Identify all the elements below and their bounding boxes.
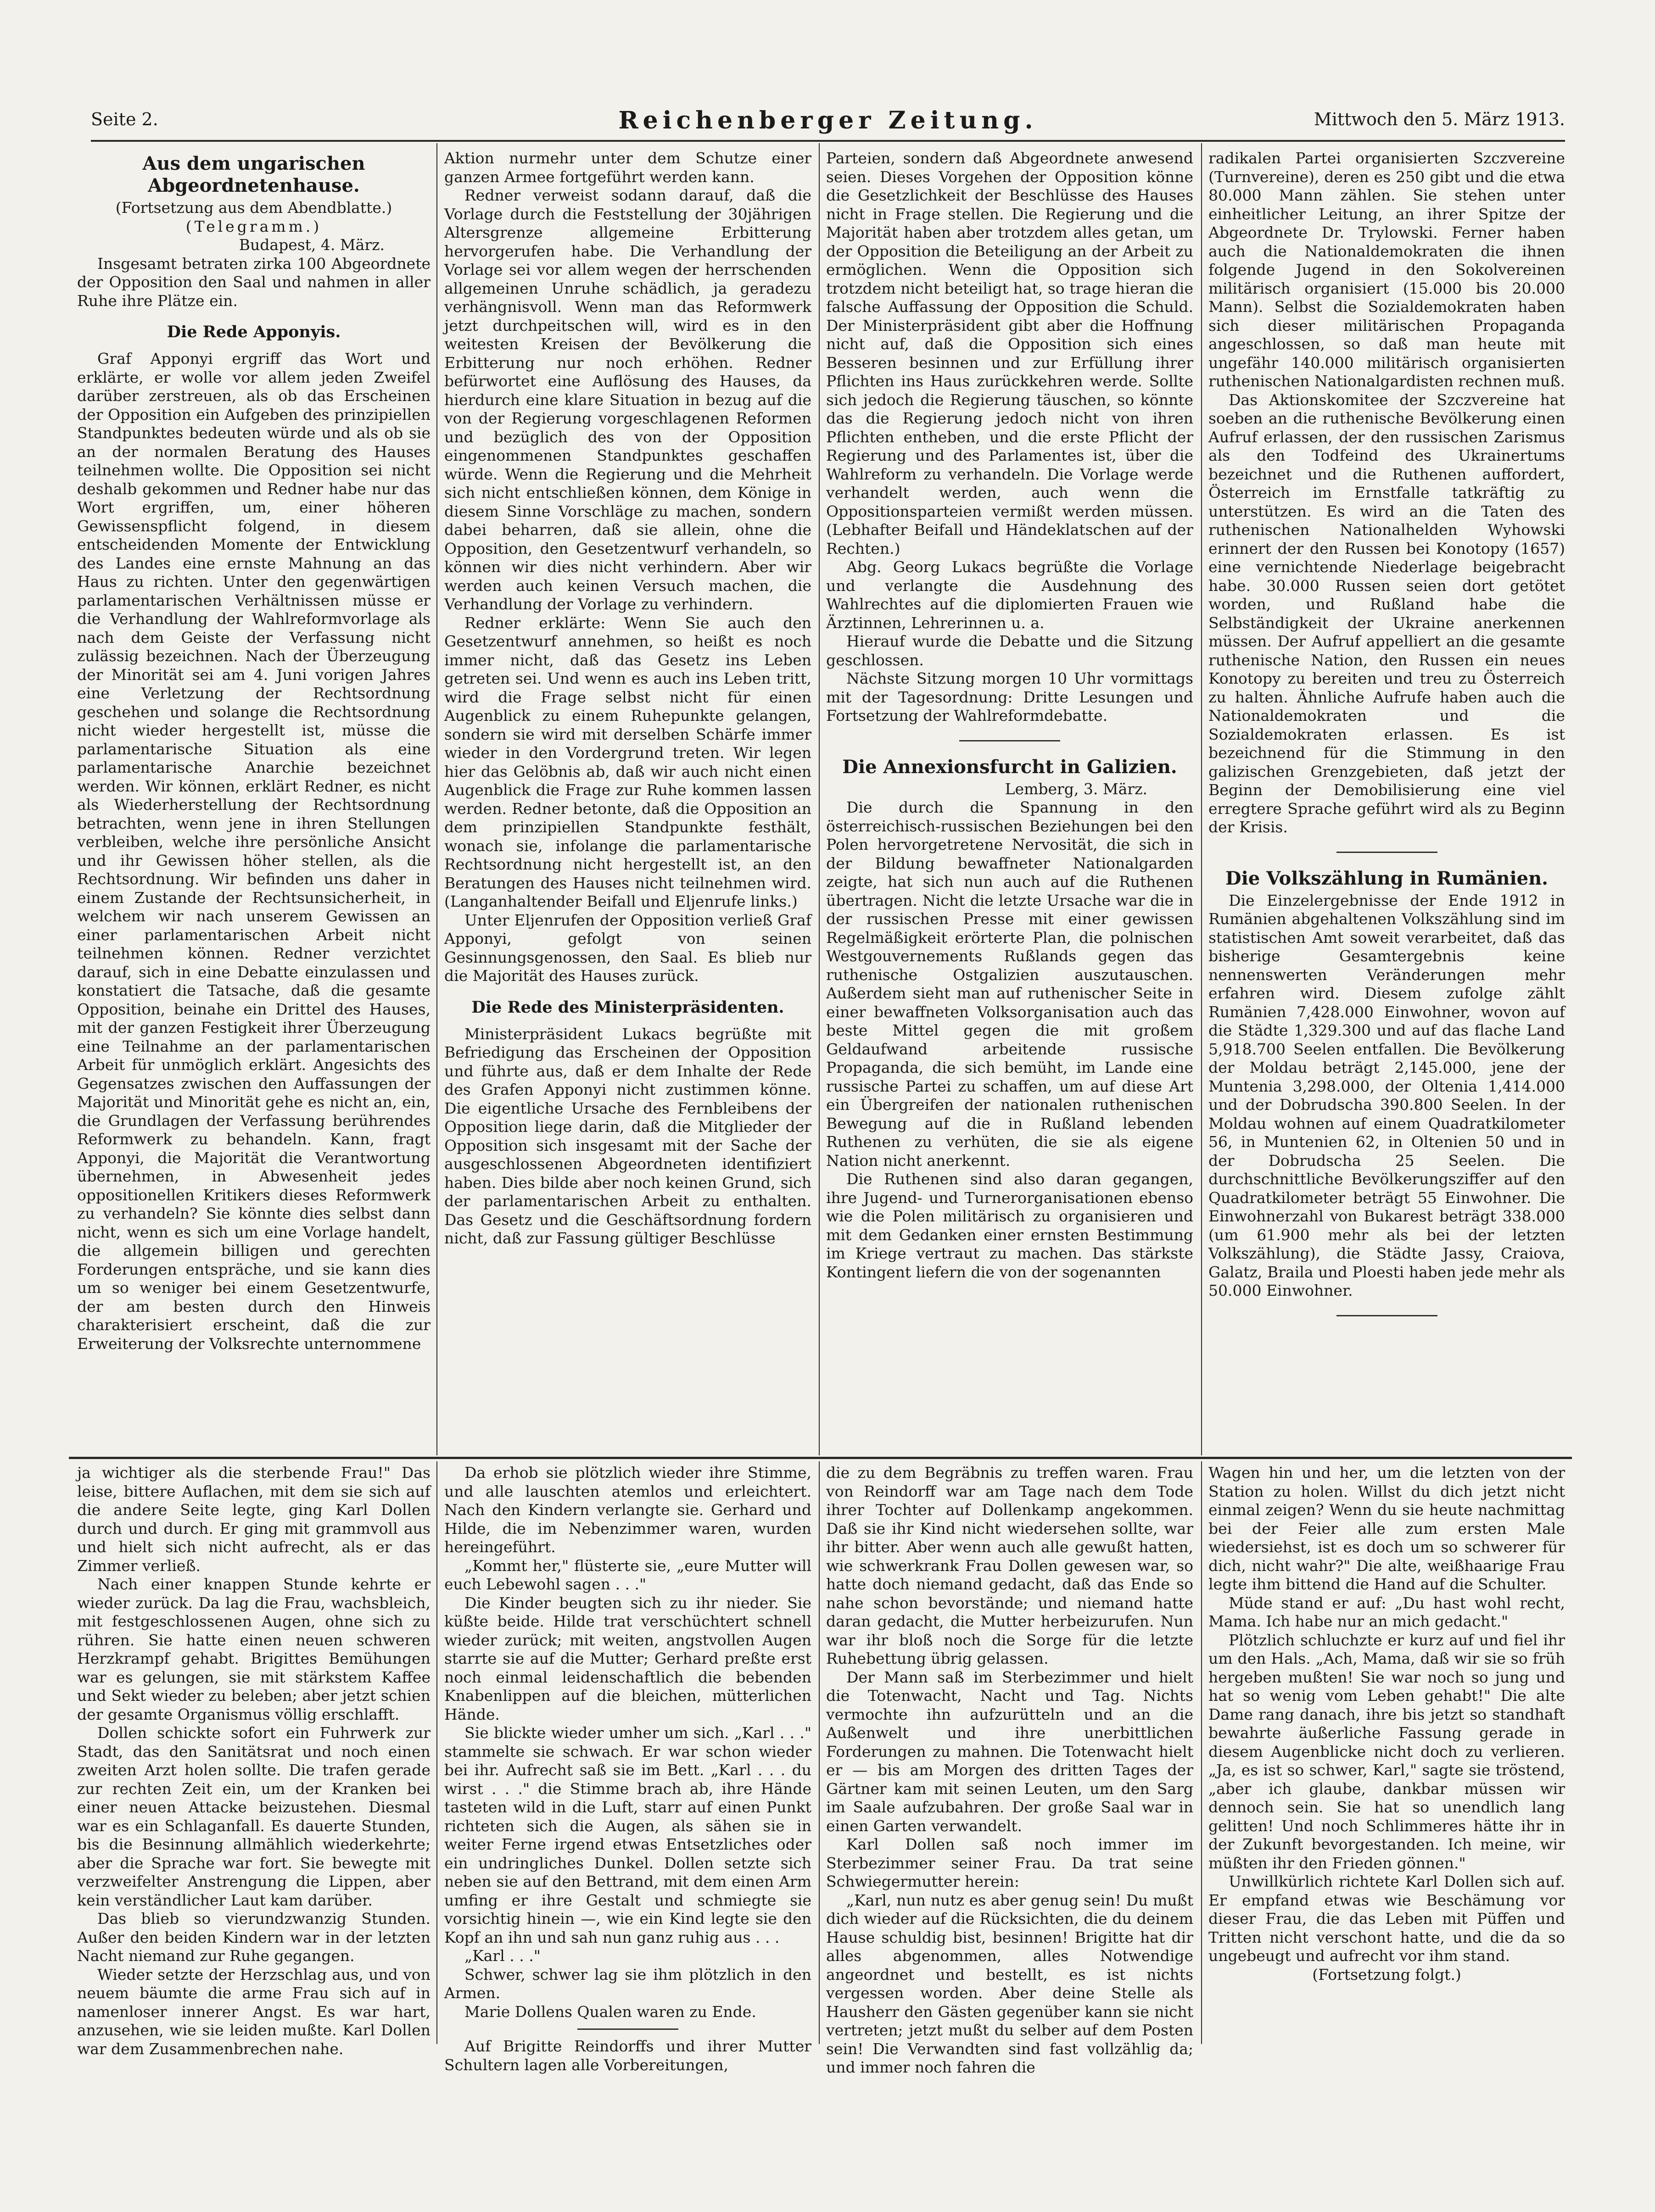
paragraph: Ministerpräsident Lukacs begrüßte mit Befriedigung das Erscheinen der Opposition und führte aus, daß er dem Inhalte der Rede des Grafen Apponyi nicht zustimmen könne. Die eigentliche Ursache des Fernbleibens der Opposition liege darin, daß die Mitglieder der Opposition sich insgesamt mit der Sache der ausgeschlossenen Abgeordneten identifiziert haben. Dies bilde aber noch keinen Grund, sich der parlamentarischen Arbeit zu enthalten. Das Gesetz und die Geschäftsordnung fordern nicht, daß zur Fassung gültiger Beschlüsse: [444, 1025, 811, 1247]
paragraph: Redner verweist sodann darauf, daß die Vorlage durch die Feststellung der 30jährigen Altersgrenze allgemeine Erbitterung hervorgerufen habe. Die Verhandlung der Vorlage sei vor allem wegen der herrschenden allgemeinen Unruhe schädlich, ja geradezu verhängnisvoll. Wenn man das Reformwerk jetzt durchpeitschen will, wird es in den weitesten Kreisen der Bevölkerung die Erbitterung nur noch erhöhen. Redner befürwortet eine Auflösung des Hauses, da hierdurch eine klare Situation in bezug auf die von der Regierung vorgeschlagenen Reformen und bezüglich des von der Opposition eingenommenen Standpunktes geschaffen würde. Wenn die Regierung und die Mehrheit sich nicht entschließen können, dem Könige in diesem Sinne Vorschläge zu machen, sondern dabei beharren, daß sie allein, ohne die Opposition, den Gesetzentwurf verhandeln, so können wir dies nicht verhindern. Aber wir werden auch keinen Versuch machen, die Verhandlung der Vorlage zu verhindern.: [444, 186, 811, 613]
paragraph: Die Ruthenen sind also daran gegangen, ihre Jugend- und Turnerorganisationen ebenso wie die Polen militärisch zu organisieren und mit dem Gedanken einer ernsten Bestimmung im Kriege vertraut zu machen. Das stärkste Kontingent liefern die von der sogenannten: [826, 1170, 1193, 1281]
paragraph: Müde stand er auf: „Du hast wohl recht, Mama. Ich habe nur an mich gedacht.": [1208, 1594, 1565, 1630]
dateline: Budapest, 4. März.: [239, 236, 385, 254]
column-rule: [1201, 1461, 1202, 2044]
paragraph: Insgesamt betraten zirka 100 Abgeordnete der Opposition den Saal und nahmen in aller Ruhe ihre Plätze ein.: [77, 254, 431, 310]
section-heading: Die Rede des Ministerpräsidenten.: [471, 997, 784, 1017]
dateline: Lemberg, 3. März.: [1005, 780, 1147, 798]
column-rule: [819, 1461, 820, 2044]
section-heading: Die Rede Apponyis.: [167, 323, 341, 341]
continuation-note: (Fortsetzung folgt.): [1312, 1965, 1461, 1984]
header-rule: [91, 140, 1565, 142]
feuilleton-column-3: [826, 1464, 1193, 2076]
issue-date: Mittwoch den 5. März 1913.: [1314, 109, 1565, 129]
column-rule: [436, 143, 437, 1455]
paragraph: Marie Dollens Qualen waren zu Ende.: [464, 2002, 756, 2021]
column-rule: [1201, 143, 1202, 1455]
column-4: [1208, 149, 1565, 1454]
paragraph: Parteien, sondern daß Abgeordnete anwesend seien. Dieses Vorgehen der Opposition könne die Gesetzlichkeit der Beschlüsse des Hauses nicht in Frage stellen. Die Regierung und die Majorität haben aber trotzdem alles getan, um der Opposition die Beteiligung an der Arbeit zu ermöglichen. Wenn die Opposition sich trotzdem nicht beteiligt hat, so trage hieran die falsche Auffassung der Opposition die Schuld. Der Ministerpräsident gibt aber die Hoffnung nicht auf, daß die Opposition sich eines Besseren besinnen und zur Erfüllung ihrer Pflichten ins Haus zurückkehren werde. Sollte sich jedoch die Regierung täuschen, so könnte das die Regierung jedoch nicht von ihren Pflichten entheben, und die erste Pflicht der Regierung und des Parlamentes ist, über die Wahlreform zu verhandeln. Die Vorlage werde verhandelt werden, auch wenn die Oppositionsparteien vermißt werden müssen. (Lebhafter Beifall und Händeklatschen auf der Rechten.): [826, 149, 1193, 557]
paragraph: Die Einzelergebnisse der Ende 1912 in Rumänien abgehaltenen Volkszählung sind im statistischen Amt soweit verarbeitet, daß das bisherige Gesamtergebnis keine nennenswerten Veränderungen mehr erfahren wird. Diesem zufolge zählt Rumänien 7,428.000 Einwohner, wovon auf die Städte 1,329.300 und auf das flache Land 5,918.700 Seelen entfallen. Die Bevölkerung der Moldau beträgt 2,145.000, jene der Muntenia 3,298.000, der Oltenia 1,414.000 und der Dobrudscha 390.800 Seelen. In der Moldau wohnen auf einem Quadratkilometer 56, in Muntenien 62, in Oltenien 50 und in der Dobrudscha 25 Seelen. Die durchschnittliche Bevölkerungsziffer auf den Quadratkilometer beträgt 55 Einwohner. Die Einwohnerzahl von Bukarest beträgt 338.000 (um 61.900 mehr als bei der letzten Volkszählung), die Städte Jassy, Craiova, Galatz, Braila und Ploesti haben jede mehr als 50.000 Einwohner.: [1208, 891, 1565, 1299]
separator: [1336, 1315, 1437, 1316]
article-title: Aus dem ungarischen Abgeordnetenhause.: [142, 153, 365, 196]
paragraph: Redner erklärte: Wenn Sie auch den Gesetzentwurf annehmen, so heißt es noch immer nicht, daß das Gesetz ins Leben getreten sei. Und wenn es auch ins Leben tritt, wird die Frage selbst nicht für einen Augenblick zu einem Ruhepunkte gelangen, sondern sie wird mit derselben Schärfe immer wieder in den Vordergrund treten. Wir legen hier das Gelöbnis ab, daß wir auch nicht einen Augenblick die Frage zur Ruhe kommen lassen werden. Redner betonte, daß die Opposition an dem prinzipiellen Standpunkte festhält, wonach sie, infolange die parlamentarische Rechtsordnung nicht hergestellt ist, an den Beratungen des Hauses nicht teilnehmen wird. (Langanhaltender Beifall und Eljenrufe links.): [444, 613, 811, 910]
paragraph: Karl Dollen saß noch immer im Sterbezimmer seiner Frau. Da trat seine Schwiegermutter herein:: [826, 1835, 1193, 1890]
article-title: Die Annexionsfurcht in Galizien.: [842, 756, 1177, 778]
paragraph: Dollen schickte sofort ein Fuhrwerk zur Stadt, das den Sanitätsrat und noch einen zweiten Arzt holen sollte. Die trafen gerade zur rechten Zeit ein, um der Kranken bei einer neuen Attacke beizustehen. Diesmal war es ein Schlaganfall. Es dauerte Stunden, bis die Besinnung allmählich wiederkehrte; aber die Sprache war fort. Sie bewegte mit verzweifelter Anstrengung die Lippen, aber kein verständlicher Laut kam darüber.: [77, 1724, 431, 1909]
paragraph: Wieder setzte der Herzschlag aus, und von neuem bäumte die arme Frau sich auf in namenloser innerer Angst. Es war hart, anzusehen, wie sie leiden mußte. Karl Dollen war dem Zusammenbrechen nahe.: [77, 1965, 431, 2058]
column-2: [444, 149, 811, 1454]
paragraph: Auf Brigitte Reindorffs und ihrer Mutter Schultern lagen alle Vorbereitungen,: [444, 2037, 811, 2074]
paragraph: „Kommt her," flüsterte sie, „eure Mutter will euch Lebewohl sagen . . .": [444, 1556, 811, 1593]
paragraph: Das blieb so vierundzwanzig Stunden. Außer den beiden Kindern war in der letzten Nacht niemand zur Ruhe gegangen.: [77, 1910, 431, 1965]
paragraph: Aktion nurmehr unter dem Schutze einer ganzen Armee fortgeführt werden kann.: [444, 149, 811, 186]
paragraph: ja wichtiger als die sterbende Frau!" Das leise, bittere Auflachen, mit dem sie sich auf die andere Seite legte, ging Karl Dollen durch und durch. Er ging mit grammvoll aus und hielt sich nicht aufrecht, als er das Zimmer verließ.: [77, 1464, 431, 1575]
article-subtitle: (Fortsetzung aus dem Abendblatte.): [115, 199, 392, 217]
paragraph: „Karl . . .": [464, 1947, 541, 1965]
paragraph: Unter Eljenrufen der Opposition verließ Graf Apponyi, gefolgt von seinen Gesinnungsgenossen, den Saal. Es blieb nur die Majorität des Hauses zurück.: [444, 911, 811, 985]
paragraph: Nächste Sitzung morgen 10 Uhr vormittags mit der Tagesordnung: Dritte Lesungen und Fortsetzung der Wahlreformdebatte.: [826, 669, 1193, 724]
page-header: [91, 106, 1565, 141]
feuilleton-column-4: [1208, 1464, 1565, 2042]
column-rule: [819, 143, 820, 1455]
paragraph: Abg. Georg Lukacs begrüßte die Vorlage und verlangte die Ausdehnung des Wahlrechtes auf die diplomierten Frauen wie Ärztinnen, Lehrerinnen u. a.: [826, 558, 1193, 632]
separator: [577, 2028, 678, 2030]
article-subtitle: (Telegramm.): [185, 217, 322, 235]
paragraph: radikalen Partei organisierten Szczvereine (Turnvereine), deren es 250 gibt und die etwa 80.000 Mann zählen. Sie stehen unter einheitlicher Leitung, an ihrer Spitze der Abgeordnete Dr. Trylowski. Ferner haben auch die Nationaldemokraten die ihnen folgende Jugend in den Sokolvereinen militärisch organisiert (15.000 bis 20.000 Mann). Selbst die Sozialdemokraten haben sich dieser militärischen Propaganda angeschlossen, so daß man heute mit ungefähr 140.000 militärisch organisierten ruthenischen Nationalgardisten rechnen muß.: [1208, 149, 1565, 390]
feuilleton-column-2: [444, 1464, 811, 2074]
paragraph: „Karl, nun nutz es aber genug sein! Du mußt dich wieder auf die Rücksichten, die du deinem Hause schuldig bist, besinnen! Brigitte hat dir alles abgenommen, alles Notwendige angeordnet und bestellt, es ist nichts vergessen worden. Aber deine Stelle als Hausherr den Gästen gegenüber kann sie nicht vertreten; jetzt mußt du selber auf dem Posten sein! Die Verwandten sind fast vollzählig da; und immer noch fahren die: [826, 1891, 1193, 2076]
paragraph: Nach einer knappen Stunde kehrte er wieder zurück. Da lag die Frau, wachsbleich, mit festgeschlossenen Augen, ohne sich zu rühren. Sie hatte einen neuen schweren Herzkrampf gehabt. Brigittes Bemühungen war es gelungen, sie mit stärkstem Kaffee und Sekt wieder zu beleben; aber jetzt schien der gesamte Organismus völlig erschlafft.: [77, 1575, 431, 1723]
paragraph: Die durch die Spannung in den österreichisch-russischen Beziehungen bei den Polen hervorgetretene Nervosität, die sich in der Bildung bewaffneter Nationalgarden zeigte, hat sich nun auch auf die Ruthenen übertragen. Nicht die letzte Ursache war die in der russischen Presse mit einer gewissen Regelmäßigkeit erörterte Plan, die polnischen Westgouvernements Rußlands gegen das ruthenische Ostgalizien auszutauschen. Außerdem sieht man auf ruthenischer Seite in einer bewaffneten Volksorganisation auch das beste Mittel gegen die mit großem Geldaufwand arbeitende russische Propaganda, die sich bemüht, im Lande eine russische Partei zu schaffen, um auf diese Art ein Übergreifen der nationalen ruthenischen Bewegung auf die in Rußland lebenden Ruthenen zu verhüten, die sie als eigene Nation nicht anerkennt.: [826, 798, 1193, 1170]
paragraph: die zu dem Begräbnis zu treffen waren. Frau von Reindorff war am Tage nach dem Tode ihrer Tochter auf Dollenkamp angekommen. Daß sie ihr Kind nicht wiedersehen sollte, war ihr bitter. Aber wenn auch alle gewußt hatten, wie schwerkrank Frau Dollen gewesen war, so hatte doch niemand gedacht, daß das Ende so nahe schon bevorstände; und niemand hatte daran gedacht, die Mutter herbeizurufen. Nun war ihr bloß noch die Sorge für die letzte Ruhebettung übrig gelassen.: [826, 1464, 1193, 1667]
column-1: [77, 149, 431, 1454]
paragraph: Unwillkürlich richtete Karl Dollen sich auf. Er empfand etwas wie Beschämung vor dieser Frau, die das Leben mit Püffen und Tritten nicht verschont hatte, und die da so ungebeugt und aufrecht vor ihm stand.: [1208, 1872, 1565, 1965]
page-number: Seite 2.: [91, 109, 158, 129]
paragraph: Das Aktionskomitee der Szczvereine hat soeben an die ruthenische Bevölkerung einen Aufruf erlassen, der den russischen Zarismus als den Todfeind des Ukrainertums bezeichnet und die Ruthenen auffordert, Österreich im Ernstfalle tatkräftig zu unterstützen. Es wird an die Taten des ruthenischen Nationalhelden Wyhowski erinnert der den Russen bei Konotopy (1657) eine vernichtende Niederlage beigebracht habe. 30.000 Russen seien dort getötet worden, und Rußland habe die Selbständigkeit der Ukraine anerkennen müssen. Der Aufruf appelliert an die gesamte ruthenische Nation, den Russen ein neues Konotopy zu bereiten und treu zu Österreich zu halten. Ähnliche Aufrufe haben auch die Nationaldemokraten und die Sozialdemokraten erlassen. Es ist bezeichnend für die Stimmung in den galizischen Grenzgebieten, daß jetzt der Beginn der Demobilisierung eine viel erregtere Sprache geführt wird als zu Beginn der Krisis.: [1208, 390, 1565, 836]
paragraph: Da erhob sie plötzlich wieder ihre Stimme, und alle lauschten atemlos und erleichtert. Nach den Kindern verlangte sie. Gerhard und Hilde, die im Nebenzimmer waren, wurden hereingeführt.: [444, 1464, 811, 1556]
article-title: Die Volkszählung in Rumänien.: [1225, 867, 1549, 889]
feuilleton-rule: [69, 1457, 1572, 1459]
feuilleton-column-1: [77, 1464, 431, 2058]
separator: [1336, 852, 1437, 853]
paragraph: Die Kinder beugten sich zu ihr nieder. Sie küßte beide. Hilde trat verschüchtert schnell wieder zurück; mit weiten, angstvollen Augen starrte sie auf die Mutter; Gerhard preßte erst noch einmal leidenschaftlich die bebenden Knabenlippen auf die bleichen, mütterlichen Hände.: [444, 1594, 811, 1723]
paragraph: Graf Apponyi ergriff das Wort und erklärte, er wolle vor allem jeden Zweifel darüber zerstreuen, als ob das Erscheinen der Opposition ein Aufgeben des prinzipiellen Standpunktes bedeuten würde und als ob sie an der normalen Beratung des Hauses teilnehmen wollte. Die Opposition sei nicht deshalb gekommen und Redner habe nur das Wort ergriffen, um, einer höheren Gewissenspflicht folgend, in diesem entscheidenden Momente der Entwicklung des Landes eine ernste Mahnung an das Haus zu richten. Unter den gegenwärtigen parlamentarischen Verhältnissen müsse er die Verhandlung der Wahlreformvorlage als nach dem Geiste der Verfassung nicht zulässig bezeichnen. Nach der Überzeugung der Minorität sei am 4. Juni vorigen Jahres eine Verletzung der Rechtsordnung geschehen und solange die Rechtsordnung nicht wieder hergestellt ist, müsse die parlamentarische Situation als eine parlamentarische Anarchie bezeichnet werden. Wir können, erklärt Redner, es nicht als Wiederherstellung der Rechtsordnung betrachten, wenn jene in ihren Stellungen verbleiben, welche ihre persönliche Ansicht und ihr Gewissen höher stellen, als die Rechtsordnung. Wir befinden uns daher in einem Zustande der Rechtsunsicherheit, in welchem wir nach unserem Gewissen an einer parlamentarischen Arbeit nicht teilnehmen können. Redner verzichtet darauf, sich in eine Debatte einzulassen und konstatiert die Tatsache, daß die gesamte Opposition, beinahe ein Drittel des Hauses, mit der ganzen Festigkeit ihrer Überzeugung eine Teilnahme an der parlamentarischen Arbeit für unmöglich erklärt. Angesichts des Gegensatzes zwischen den Auffassungen der Majorität und Minorität gehe es nicht an, ein, die Grundlagen der Verfassung berührendes Reformwerk zu behandeln. Kann, fragt Apponyi, die Majorität die Verantwortung übernehmen, in Abwesenheit jedes oppositionellen Kritikers dieses Reformwerk zu verhandeln? Sie könnte dies selbst dann nicht, wenn es sich um eine Vorlage handelt, die allgemein billigen und gerechten Forderungen entspräche, und sie kann dies um so weniger bei einem Gesetzentwurfe, der am besten durch den Hinweis charakterisiert erscheint, daß die zur Erweiterung der Volksrechte unternommene: [77, 350, 431, 1353]
separator: [959, 740, 1060, 741]
paragraph: Hierauf wurde die Debatte und die Sitzung geschlossen.: [826, 632, 1193, 669]
column-rule: [436, 1461, 437, 2044]
column-3: [826, 149, 1193, 1454]
paragraph: Schwer, schwer lag sie ihm plötzlich in den Armen.: [444, 1965, 811, 2002]
paragraph: Der Mann saß im Sterbezimmer und hielt die Totenwacht, Nacht und Tag. Nichts vermochte ihn aufzurütteln und an die Außenwelt und ihre unerbittlichen Forderungen zu mahnen. Die Totenwacht hielt er — bis am Morgen des dritten Tages der Gärtner kam mit seinen Leuten, um den Sarg im Saale aufzubahren. Der große Saal war in einen Garten verwandelt.: [826, 1668, 1193, 1835]
newspaper-title: Reichenberger Zeitung.: [618, 106, 1038, 134]
paragraph: Sie blickte wieder umher um sich. „Karl . . ." stammelte sie schwach. Er war schon wieder bei ihr. Aufrecht saß sie im Bett. „Karl . . . du wirst . . ." die Stimme brach ab, ihre Hände tasteten wild in die Luft, starr auf einen Punkt richteten sich die Augen, als sähen sie in weiter Ferne irgend etwas Entsetzliches oder ein undringliches Dunkel. Dollen setzte sich neben sie auf den Bettrand, mit dem einen Arm umfing er ihre Gestalt und schmiegte sie vorsichtig hinein —, wie ein Kind legte sie den Kopf an ihn und sah nun ganz ruhig aus . . .: [444, 1724, 811, 1946]
paragraph: Plötzlich schluchzte er kurz auf und fiel ihr um den Hals. „Ach, Mama, daß wir sie so früh hergeben mußten! Sie war noch so jung und hat so wenig vom Leben gehabt!" Die alte Dame rang danach, ihre bis jetzt so standhaft bewahrte äußerliche Fassung gerade in diesem Augenblicke nicht doch zu verlieren. „Ja, es ist so schwer, Karl," sagte sie tröstend, „aber ich glaube, dankbar müssen wir dennoch sein. Sie hat so unendlich lang gelitten! Und noch Schlimmeres hätte ihr in der Zukunft bevorgestanden. Ich meine, wir müßten ihr den Frieden gönnen.": [1208, 1631, 1565, 1872]
paragraph: Wagen hin und her, um die letzten von der Station zu holen. Willst du dich jetzt nicht einmal zeigen? Wenn du sie heute nachmittag bei der Feier alle zum ersten Male wiedersiehst, ist es doch um so schwerer für dich, nicht wahr?" Die alte, weißhaarige Frau legte ihm bittend die Hand auf die Schulter.: [1208, 1464, 1565, 1593]
